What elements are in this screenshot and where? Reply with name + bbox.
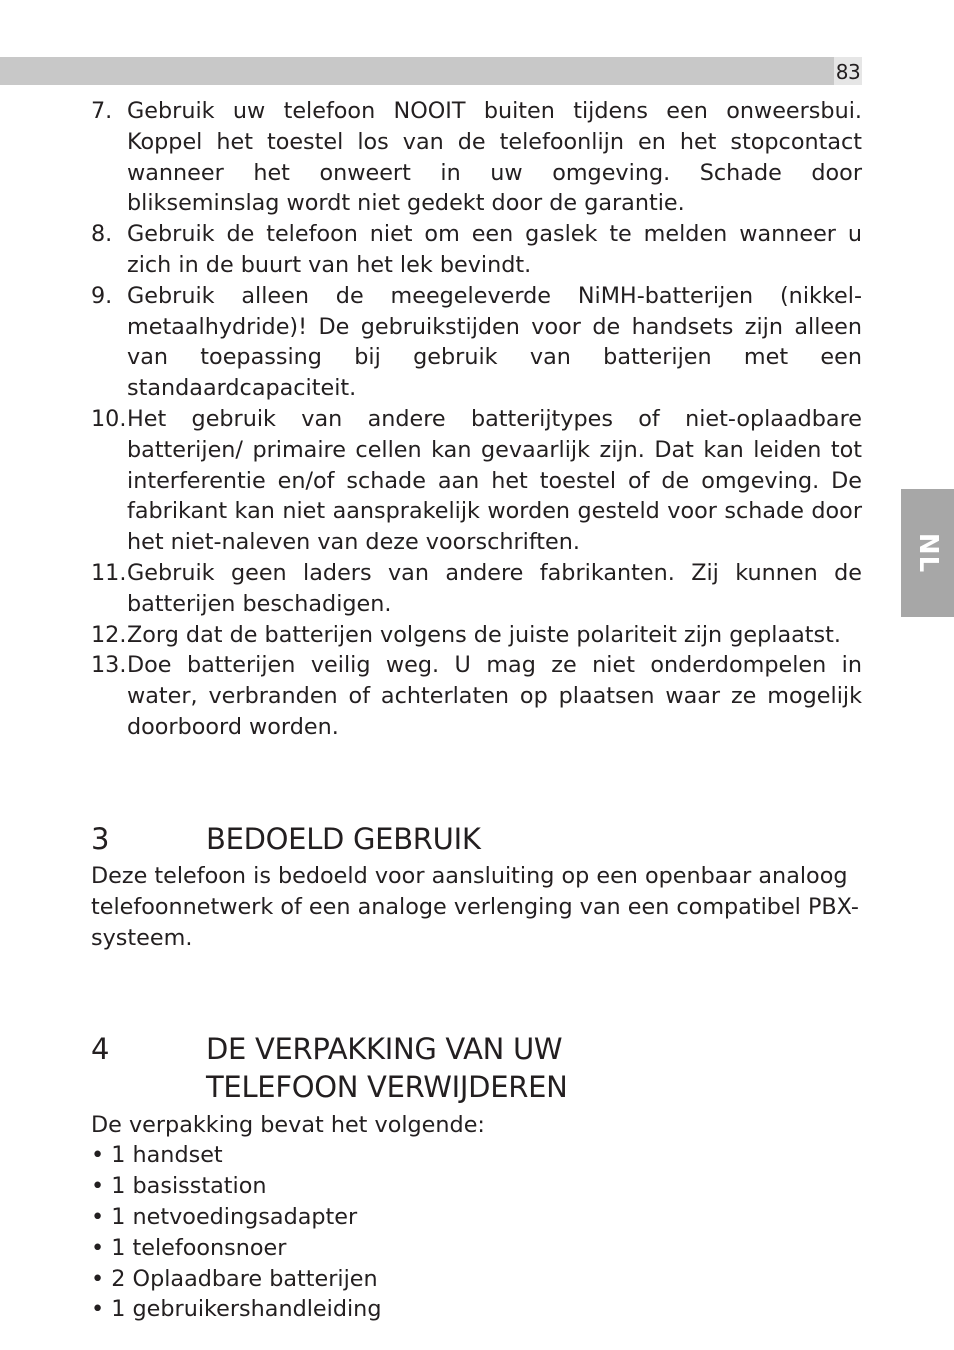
list-item xyxy=(91,558,862,620)
list-item-number: 11. xyxy=(91,559,127,586)
list-item-text: Doe batterijen veilig weg. U mag ze niet onderdompelen in water, verbranden of achterlaten op plaatsen waar ze mogelijk doorboord worden. xyxy=(127,652,862,740)
list-item: • 1 basisstation xyxy=(91,1173,267,1200)
section-4-heading xyxy=(91,1030,862,1107)
package-contents-list xyxy=(91,1140,862,1325)
header-bar xyxy=(0,57,834,85)
list-item-text: Gebruik geen laders van andere fabrikanten. Zij kunnen de batterijen beschadigen. xyxy=(127,559,862,617)
list-item-text: Gebruik de telefoon niet om een gaslek te melden wanneer u zich in de buurt van het lek bevindt. xyxy=(127,221,862,278)
list-item-number: 7. xyxy=(91,98,113,124)
list-item: • 1 handset xyxy=(91,1142,223,1169)
list-item xyxy=(91,219,862,281)
list-item-number: 10. xyxy=(91,405,127,432)
section-3-body: Deze telefoon is bedoeld voor aansluiting op een openbaar analoog telefoonnetwerk of een analoge verlenging van een compatibel PBX-systeem. xyxy=(91,863,859,951)
section-3-heading xyxy=(91,820,862,859)
list-item: • 1 netvoedingsadapter xyxy=(91,1204,358,1231)
list-item-text: Het gebruik van andere batterijtypes of niet-oplaadbare batterijen/ primaire cellen kan gevaarlijk zijn. Dat kan leiden tot interferentie en/of schade aan het toestel of de omgeving. De fabrikant kan niet aansprakelijk worden gesteld voor schade door het niet-naleven van deze voorschriften. xyxy=(127,405,862,556)
list-item-number: 12. xyxy=(91,621,127,648)
list-item: • 2 Oplaadbare batterijen xyxy=(91,1265,378,1292)
section-3-number: 3 xyxy=(91,821,110,856)
list-item-text: Gebruik uw telefoon NOOIT buiten tijdens een onweersbui. Koppel het toestel los van de telefoonlijn en het stopcontact wanneer het onweert in uw omgeving. Schade door blikseminslag wordt niet gedekt door de garantie. xyxy=(127,98,862,217)
list-item-number: 8. xyxy=(91,221,113,248)
section-3-title: BEDOELD GEBRUIK xyxy=(206,821,481,856)
list-item xyxy=(91,650,862,742)
list-item: • 1 telefoonsnoer xyxy=(91,1234,287,1261)
list-item-text: Gebruik alleen de meegeleverde NiMH-batterijen (nikkel-metaalhydride)! De gebruikstijden voor de handsets zijn alleen van toepassing bij gebruik van batterijen met een standaardcapaciteit. xyxy=(127,282,862,402)
language-tab xyxy=(901,489,954,617)
page-number: 83 xyxy=(834,57,862,85)
section-4-number: 4 xyxy=(91,1031,110,1066)
list-item xyxy=(91,281,862,404)
list-item xyxy=(91,96,862,219)
safety-instructions-list xyxy=(91,96,862,743)
list-item-number: 13. xyxy=(91,652,127,679)
page-content xyxy=(91,96,862,1325)
list-item xyxy=(91,404,862,558)
list-item-text: Zorg dat de batterijen volgens de juiste polariteit zijn geplaatst. xyxy=(127,621,841,648)
language-tab-label: NL xyxy=(912,532,943,574)
section-4-title: DE VERPAKKING VAN UW TELEFOON VERWIJDEREN xyxy=(206,1031,568,1105)
list-item-number: 9. xyxy=(91,282,113,309)
list-item xyxy=(91,620,862,651)
section-4-intro: De verpakking bevat het volgende: xyxy=(91,1111,485,1138)
list-item: • 1 gebruikershandleiding xyxy=(91,1296,382,1323)
